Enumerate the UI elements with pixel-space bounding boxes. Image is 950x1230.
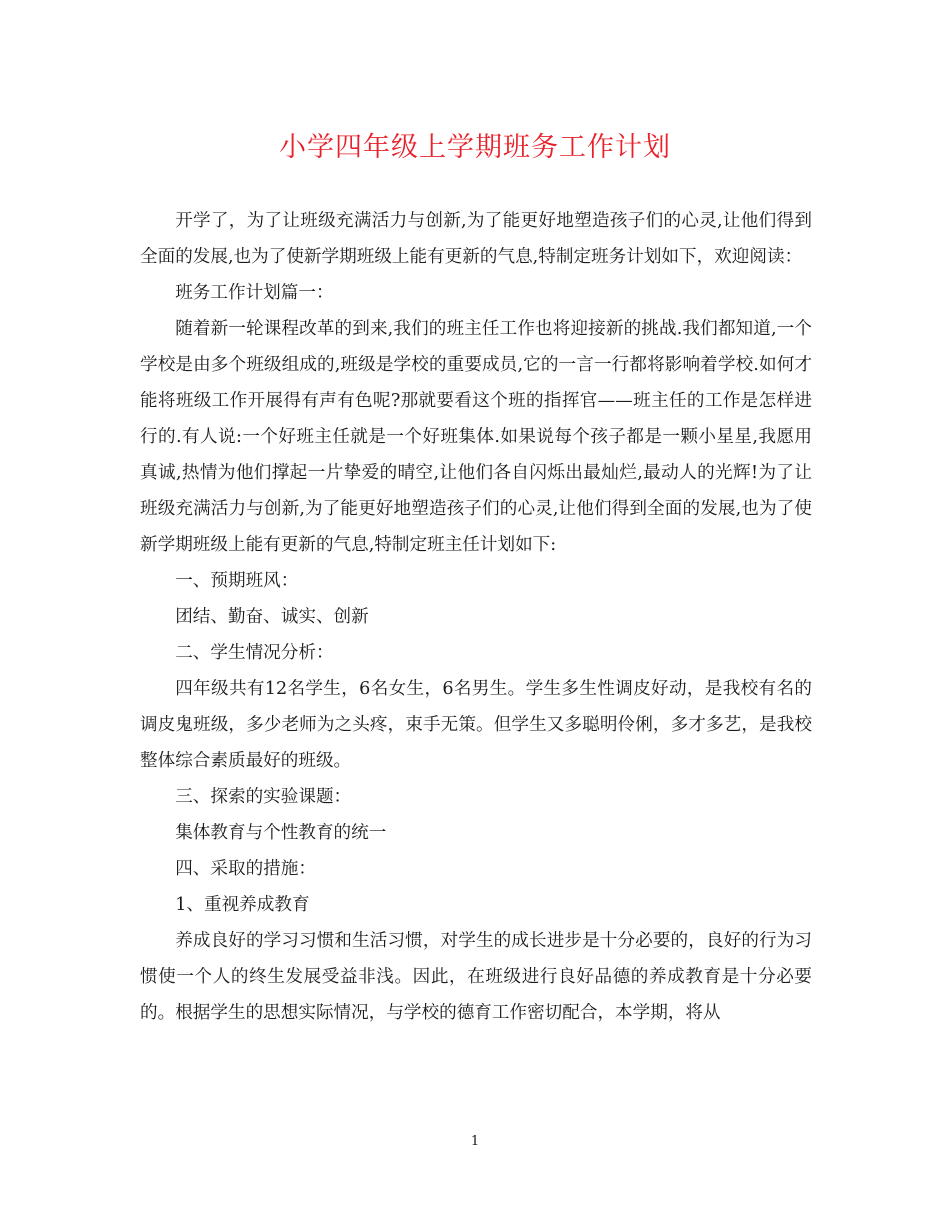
- paragraph-intro: 开学了，为了让班级充满活力与创新,为了能更好地塑造孩子们的心灵,让他们得到全面的发展,也为了使新学期班级上能有更新的气息,特制定班务计划如下，欢迎阅读：: [140, 211, 812, 267]
- paragraph-research-topic: 集体教育与个性教育的统一: [175, 823, 387, 843]
- paragraph-student-analysis: 四年级共有12名学生，6名女生，6名男生。学生多生性调皮好动，是我校有名的调皮鬼班级，多少老师为之头疼，束手无策。但学生又多聪明伶俐，多才多艺，是我校整体综合素质最好的班级。: [140, 679, 812, 771]
- paragraph-main: 随着新一轮课程改革的到来,我们的班主任工作也将迎接新的挑战.我们都知道,一个学校是由多个班级组成的,班级是学校的重要成员,它的一言一行都将影响着学校.如何才能将班级工作开展得有声有色呢?那就要看这个班的指挥官——班主任的工作是怎样进行的.有人说:一个好班主任就是一个好班集体.如果说每个孩子都是一颗小星星,我愿用真诚,热情为他们撑起一片挚爱的晴空,让他们各自闪烁出最灿烂,最动人的光辉!为了让班级充满活力与创新,为了能更好地塑造孩子们的心灵,让他们得到全面的发展,也为了使新学期班级上能有更新的气息,特制定班主任计划如下:: [140, 319, 812, 555]
- heading-research-topic: 三、探索的实验课题：: [175, 787, 352, 807]
- paragraph-section-heading: 班务工作计划篇一：: [175, 283, 334, 303]
- heading-measures: 四、采取的措施：: [175, 859, 316, 879]
- document-title: 小学四年级上学期班务工作计划: [279, 132, 671, 163]
- page-number: 1: [470, 1134, 480, 1149]
- subheading-habit-education: 1、重视养成教育: [175, 895, 310, 915]
- document-body: [140, 203, 812, 1031]
- heading-student-analysis: 二、学生情况分析：: [175, 643, 334, 663]
- paragraph-habit-education: 养成良好的学习习惯和生活习惯，对学生的成长进步是十分必要的，良好的行为习惯使一个人的终生发展受益非浅。因此，在班级进行良好品德的养成教育是十分必要的。根据学生的思想实际情况，与学校的德育工作密切配合，本学期，将从: [140, 931, 812, 1023]
- heading-class-style: 一、预期班风：: [175, 571, 299, 591]
- paragraph-class-style: 团结、勤奋、诚实、创新: [175, 607, 369, 627]
